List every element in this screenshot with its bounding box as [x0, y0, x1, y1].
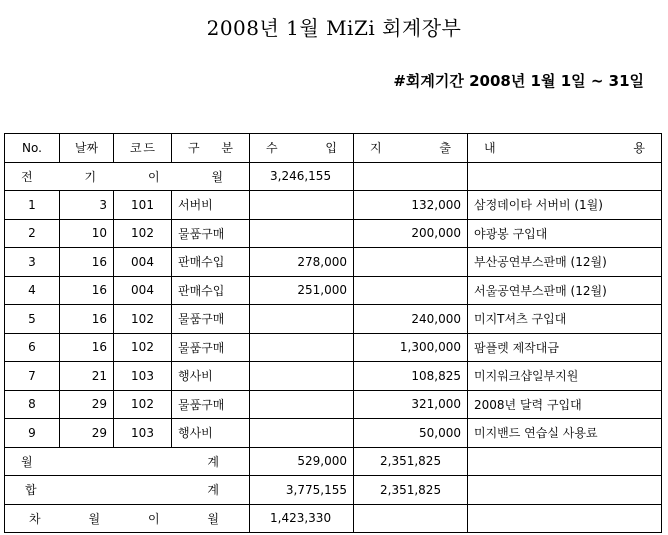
table-row — [5, 276, 662, 305]
carryover-expense — [354, 162, 468, 191]
cell-category: 판매수입 — [172, 276, 250, 305]
cell-category: 물품구매 — [172, 333, 250, 362]
header-expense: 지 출 — [354, 134, 468, 163]
cell-code: 101 — [114, 191, 172, 220]
cell-code: 102 — [114, 390, 172, 419]
cell-no: 5 — [5, 305, 60, 334]
cell-income: 278,000 — [250, 248, 354, 277]
cell-desc: 야광봉 구입대 — [468, 219, 662, 248]
cell-desc: 2008년 달력 구입대 — [468, 390, 662, 419]
cell-code: 103 — [114, 419, 172, 448]
table-row — [5, 305, 662, 334]
cell-expense: 108,825 — [354, 362, 468, 391]
cell-date: 10 — [60, 219, 114, 248]
cell-income — [250, 362, 354, 391]
monthly-total-label: 월 계 — [5, 447, 250, 476]
cell-date: 29 — [60, 419, 114, 448]
cell-code: 102 — [114, 305, 172, 334]
cell-no: 7 — [5, 362, 60, 391]
header-row — [5, 134, 662, 163]
next-carry-row — [5, 504, 662, 533]
cell-no: 8 — [5, 390, 60, 419]
cell-expense — [354, 248, 468, 277]
cell-desc: 팜플렛 제작대금 — [468, 333, 662, 362]
cell-income — [250, 191, 354, 220]
next-carry-label: 차 월 이 월 — [5, 504, 250, 533]
ledger-table — [4, 133, 662, 533]
header-date: 날짜 — [60, 134, 114, 163]
cell-category: 행사비 — [172, 362, 250, 391]
table-row — [5, 333, 662, 362]
cell-code: 004 — [114, 248, 172, 277]
carryover-row — [5, 162, 662, 191]
monthly-total-expense: 2,351,825 — [354, 447, 468, 476]
cell-code: 004 — [114, 276, 172, 305]
carryover-desc — [468, 162, 662, 191]
monthly-total-row — [5, 447, 662, 476]
cell-income — [250, 390, 354, 419]
grand-total-income: 3,775,155 — [250, 476, 354, 505]
header-no: No. — [5, 134, 60, 163]
cell-code: 102 — [114, 219, 172, 248]
cell-no: 3 — [5, 248, 60, 277]
next-carry-desc — [468, 504, 662, 533]
header-code: 코 드 — [114, 134, 172, 163]
carryover-income: 3,246,155 — [250, 162, 354, 191]
grand-total-row — [5, 476, 662, 505]
table-row — [5, 419, 662, 448]
monthly-total-income: 529,000 — [250, 447, 354, 476]
grand-total-desc — [468, 476, 662, 505]
cell-income — [250, 305, 354, 334]
cell-expense: 50,000 — [354, 419, 468, 448]
cell-category: 물품구매 — [172, 305, 250, 334]
table-row — [5, 248, 662, 277]
cell-desc: 삼정데이타 서버비 (1월) — [468, 191, 662, 220]
cell-category: 서버비 — [172, 191, 250, 220]
cell-date: 29 — [60, 390, 114, 419]
table-row — [5, 191, 662, 220]
cell-code: 103 — [114, 362, 172, 391]
next-carry-expense — [354, 504, 468, 533]
accounting-period: #회계기간 2008년 1월 1일 ~ 31일 — [393, 72, 644, 90]
cell-expense — [354, 276, 468, 305]
cell-no: 6 — [5, 333, 60, 362]
next-carry-income: 1,423,330 — [250, 504, 354, 533]
carryover-label: 전 기 이 월 — [5, 162, 250, 191]
cell-no: 9 — [5, 419, 60, 448]
cell-expense: 1,300,000 — [354, 333, 468, 362]
cell-desc: 서울공연부스판매 (12월) — [468, 276, 662, 305]
cell-desc: 미지밴드 연습실 사용료 — [468, 419, 662, 448]
cell-category: 행사비 — [172, 419, 250, 448]
cell-expense: 200,000 — [354, 219, 468, 248]
monthly-total-desc — [468, 447, 662, 476]
table-row — [5, 362, 662, 391]
grand-total-expense: 2,351,825 — [354, 476, 468, 505]
cell-date: 16 — [60, 333, 114, 362]
cell-category: 물품구매 — [172, 219, 250, 248]
table-row — [5, 390, 662, 419]
header-income: 수 입 — [250, 134, 354, 163]
cell-no: 4 — [5, 276, 60, 305]
cell-expense: 240,000 — [354, 305, 468, 334]
cell-category: 판매수입 — [172, 248, 250, 277]
header-category: 구 분 — [172, 134, 250, 163]
cell-income — [250, 219, 354, 248]
cell-date: 16 — [60, 276, 114, 305]
cell-income — [250, 333, 354, 362]
header-desc: 내 용 — [468, 134, 662, 163]
cell-date: 16 — [60, 248, 114, 277]
cell-expense: 321,000 — [354, 390, 468, 419]
cell-date: 21 — [60, 362, 114, 391]
ledger-title: 2008년 1월 MiZi 회계장부 — [206, 16, 462, 40]
grand-total-label: 합 계 — [5, 476, 250, 505]
table-row — [5, 219, 662, 248]
cell-desc: 미지T셔츠 구입대 — [468, 305, 662, 334]
cell-desc: 부산공연부스판매 (12월) — [468, 248, 662, 277]
cell-income: 251,000 — [250, 276, 354, 305]
cell-category: 물품구매 — [172, 390, 250, 419]
cell-date: 16 — [60, 305, 114, 334]
cell-no: 2 — [5, 219, 60, 248]
cell-date: 3 — [60, 191, 114, 220]
cell-desc: 미지워크샵일부지원 — [468, 362, 662, 391]
cell-no: 1 — [5, 191, 60, 220]
cell-expense: 132,000 — [354, 191, 468, 220]
cell-code: 102 — [114, 333, 172, 362]
cell-income — [250, 419, 354, 448]
